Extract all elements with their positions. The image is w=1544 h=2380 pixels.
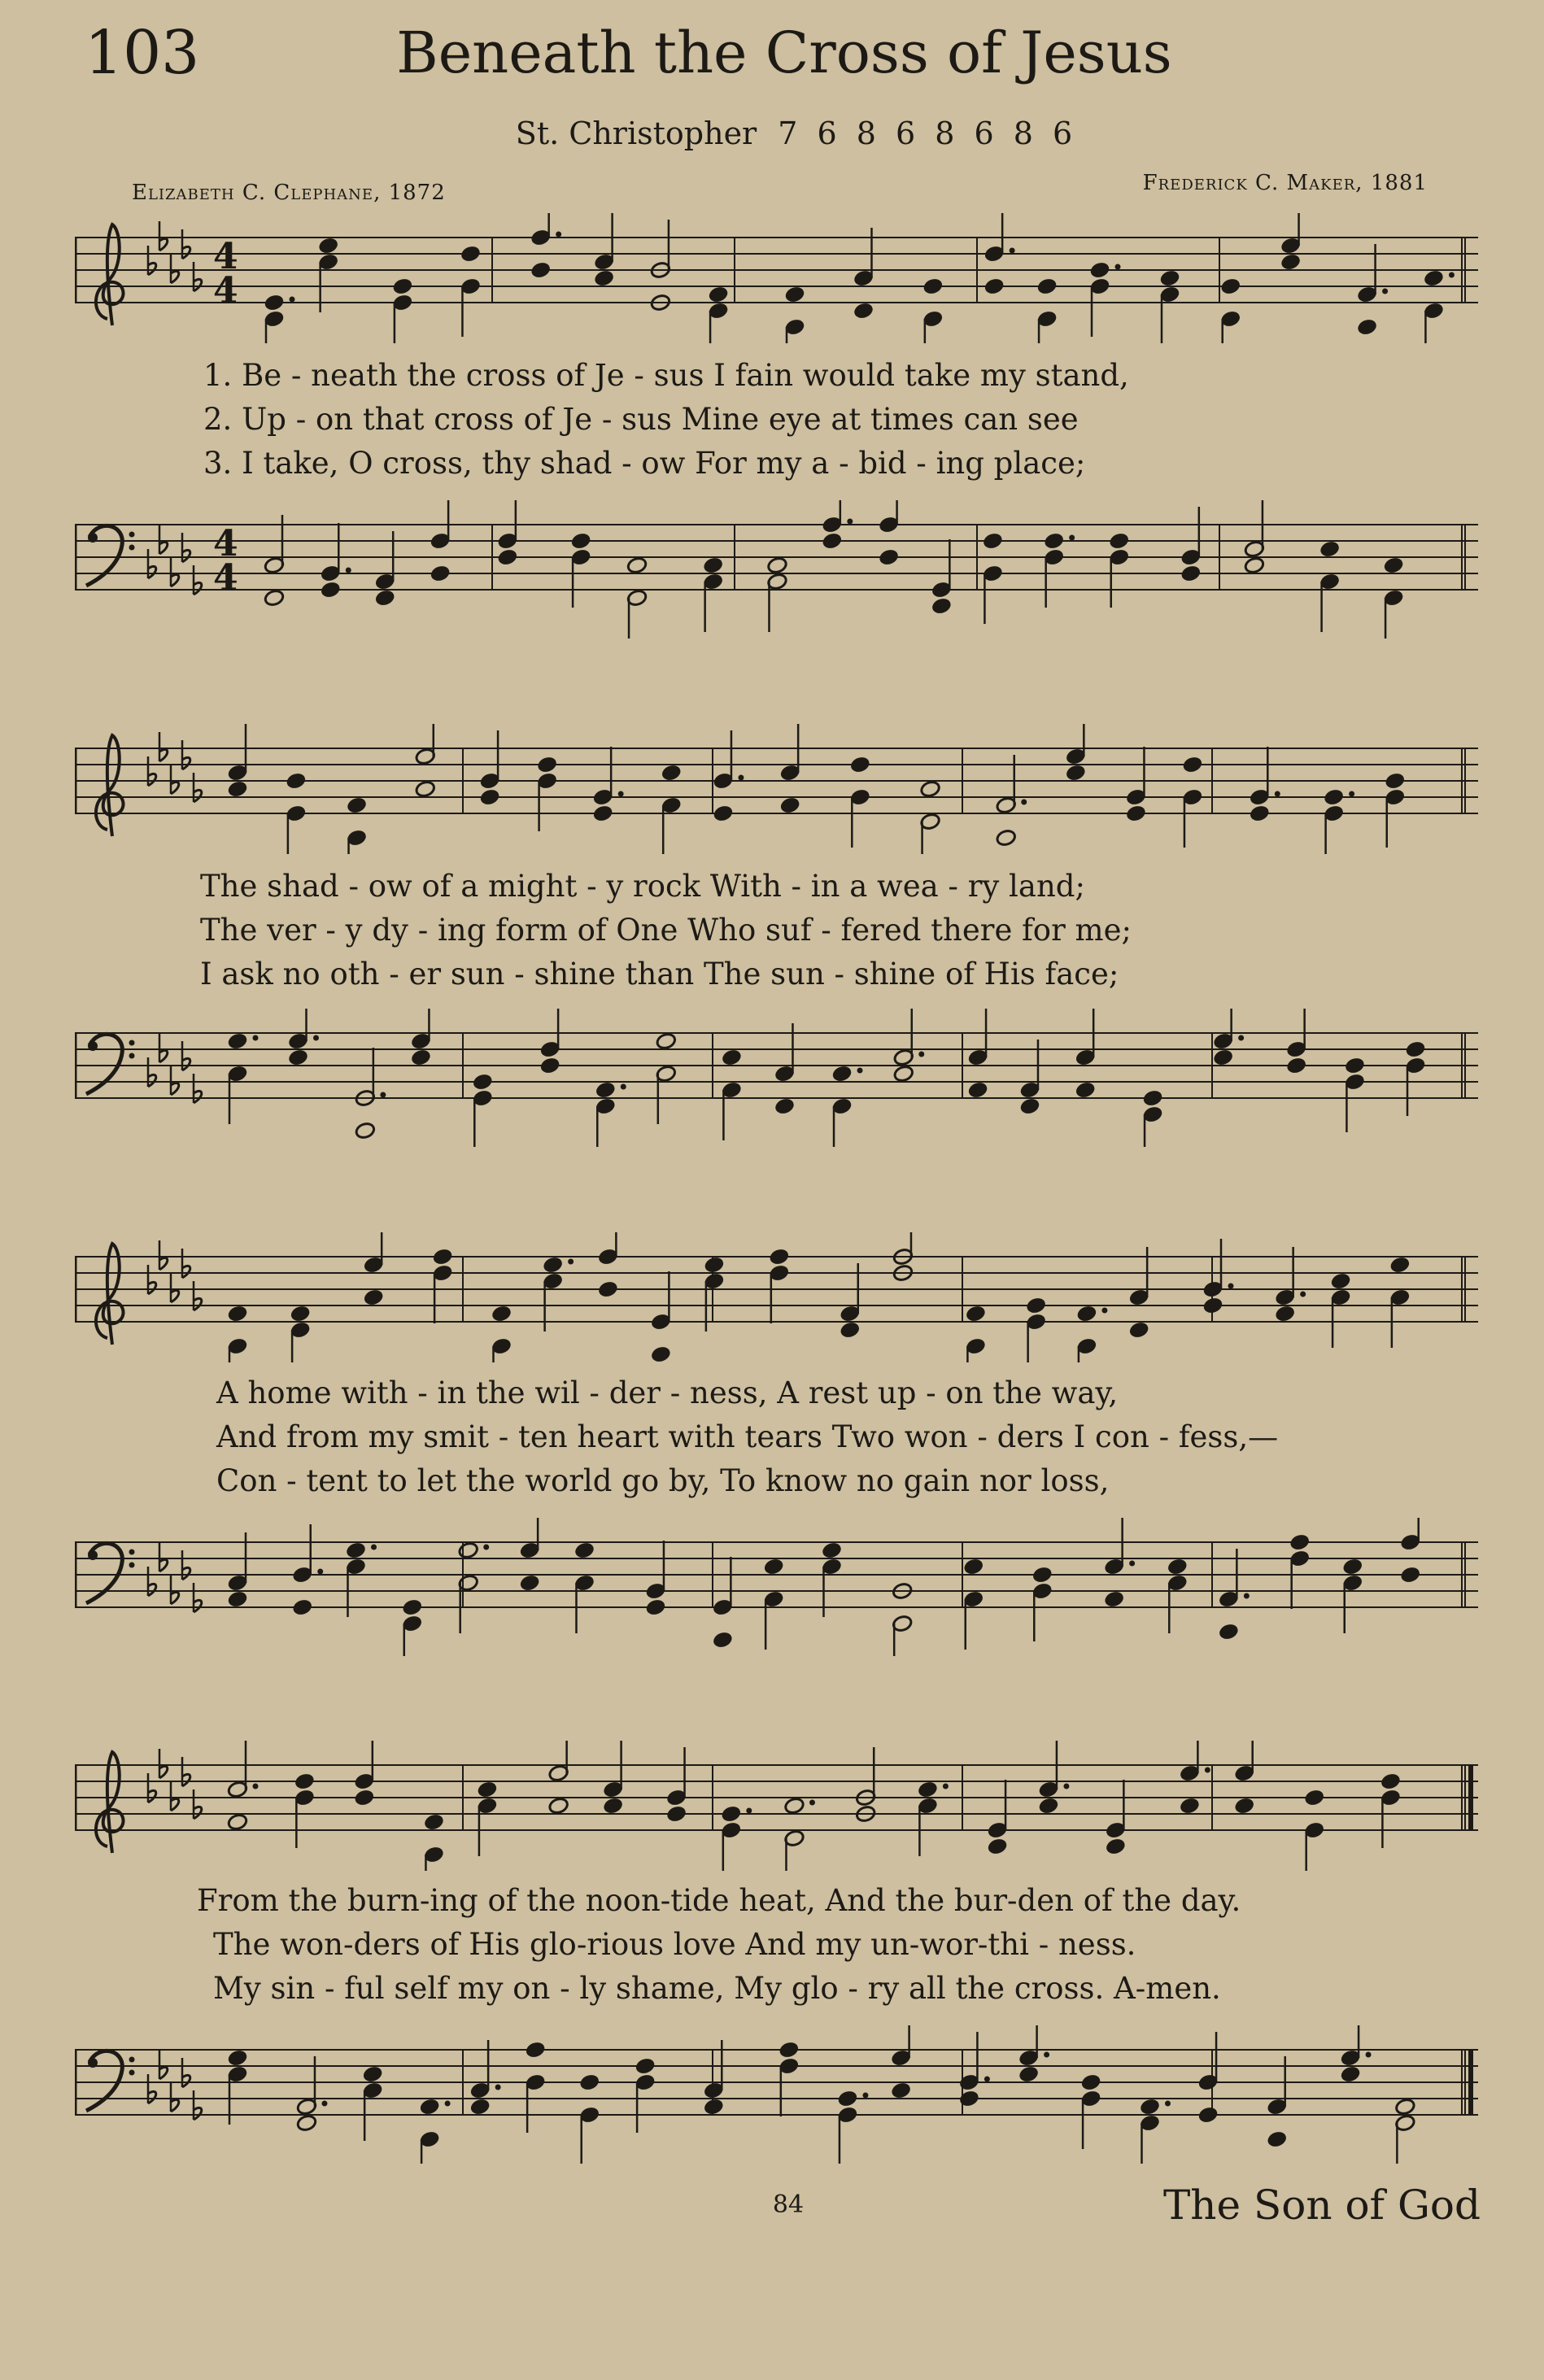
svg-text:4: 4 <box>213 270 238 312</box>
lyric-line: The won-ders of His glo-rious love And my un-wor-thi - ness. <box>213 1927 1136 1962</box>
lyric-line: The ver - y dy - ing form of One Who suf - fered there for me; <box>200 913 1132 948</box>
treble-staff-2 <box>75 724 1478 854</box>
lyric-line: A home with - in the wil - der - ness, A rest up - on the way, <box>216 1375 1119 1410</box>
lyric-line: Con - tent to let the world go by, To know no gain nor loss, <box>216 1463 1110 1498</box>
tune-line <box>0 116 1544 151</box>
tune-meter: 7 6 8 6 8 6 8 6 <box>778 116 1078 151</box>
lyric-line: 1. Be - neath the cross of Je - sus I fain would take my stand, <box>203 358 1129 393</box>
section-title: The Son of God <box>1162 2182 1481 2229</box>
hymn-title: Beneath the Cross of Jesus <box>396 20 1172 86</box>
svg-text:4: 4 <box>213 557 238 599</box>
lyric-line: From the burn-ing of the noon-tide heat, And the bur-den of the day. <box>197 1883 1241 1918</box>
treble-staff-1 <box>75 213 1478 343</box>
bass-staff-1 <box>75 500 1478 639</box>
svg-text:4: 4 <box>213 236 238 277</box>
treble-staff-4 <box>75 1741 1478 1871</box>
lyric-line: 2. Up - on that cross of Je - sus Mine eye at times can see <box>203 402 1079 437</box>
lyric-line: I ask no oth - er sun - shine than The sun - shine of His face; <box>200 957 1119 992</box>
bass-staff-3 <box>75 1518 1478 1656</box>
author-credit: Elizabeth C. Clephane, 1872 <box>132 181 446 205</box>
bass-staff-2 <box>75 1009 1478 1147</box>
tune-name: St. Christopher <box>515 116 757 151</box>
page-number: 84 <box>772 2190 805 2219</box>
hymn-number: 103 <box>85 18 200 88</box>
lyric-line: And from my smit - ten heart with tears Two won - ders I con - fess,— <box>216 1419 1279 1454</box>
bass-staff-4 <box>75 2025 1478 2164</box>
composer-credit: Frederick C. Maker, 1881 <box>1142 171 1428 195</box>
lyric-line: 3. I take, O cross, thy shad - ow For my a - bid - ing place; <box>203 446 1086 481</box>
svg-text:4: 4 <box>213 523 238 564</box>
treble-staff-3 <box>75 1232 1478 1362</box>
lyric-line: My sin - ful self my on - ly shame, My glo - ry all the cross. A-men. <box>213 1971 1221 2006</box>
lyric-line: The shad - ow of a might - y rock With - in a wea - ry land; <box>200 869 1085 904</box>
